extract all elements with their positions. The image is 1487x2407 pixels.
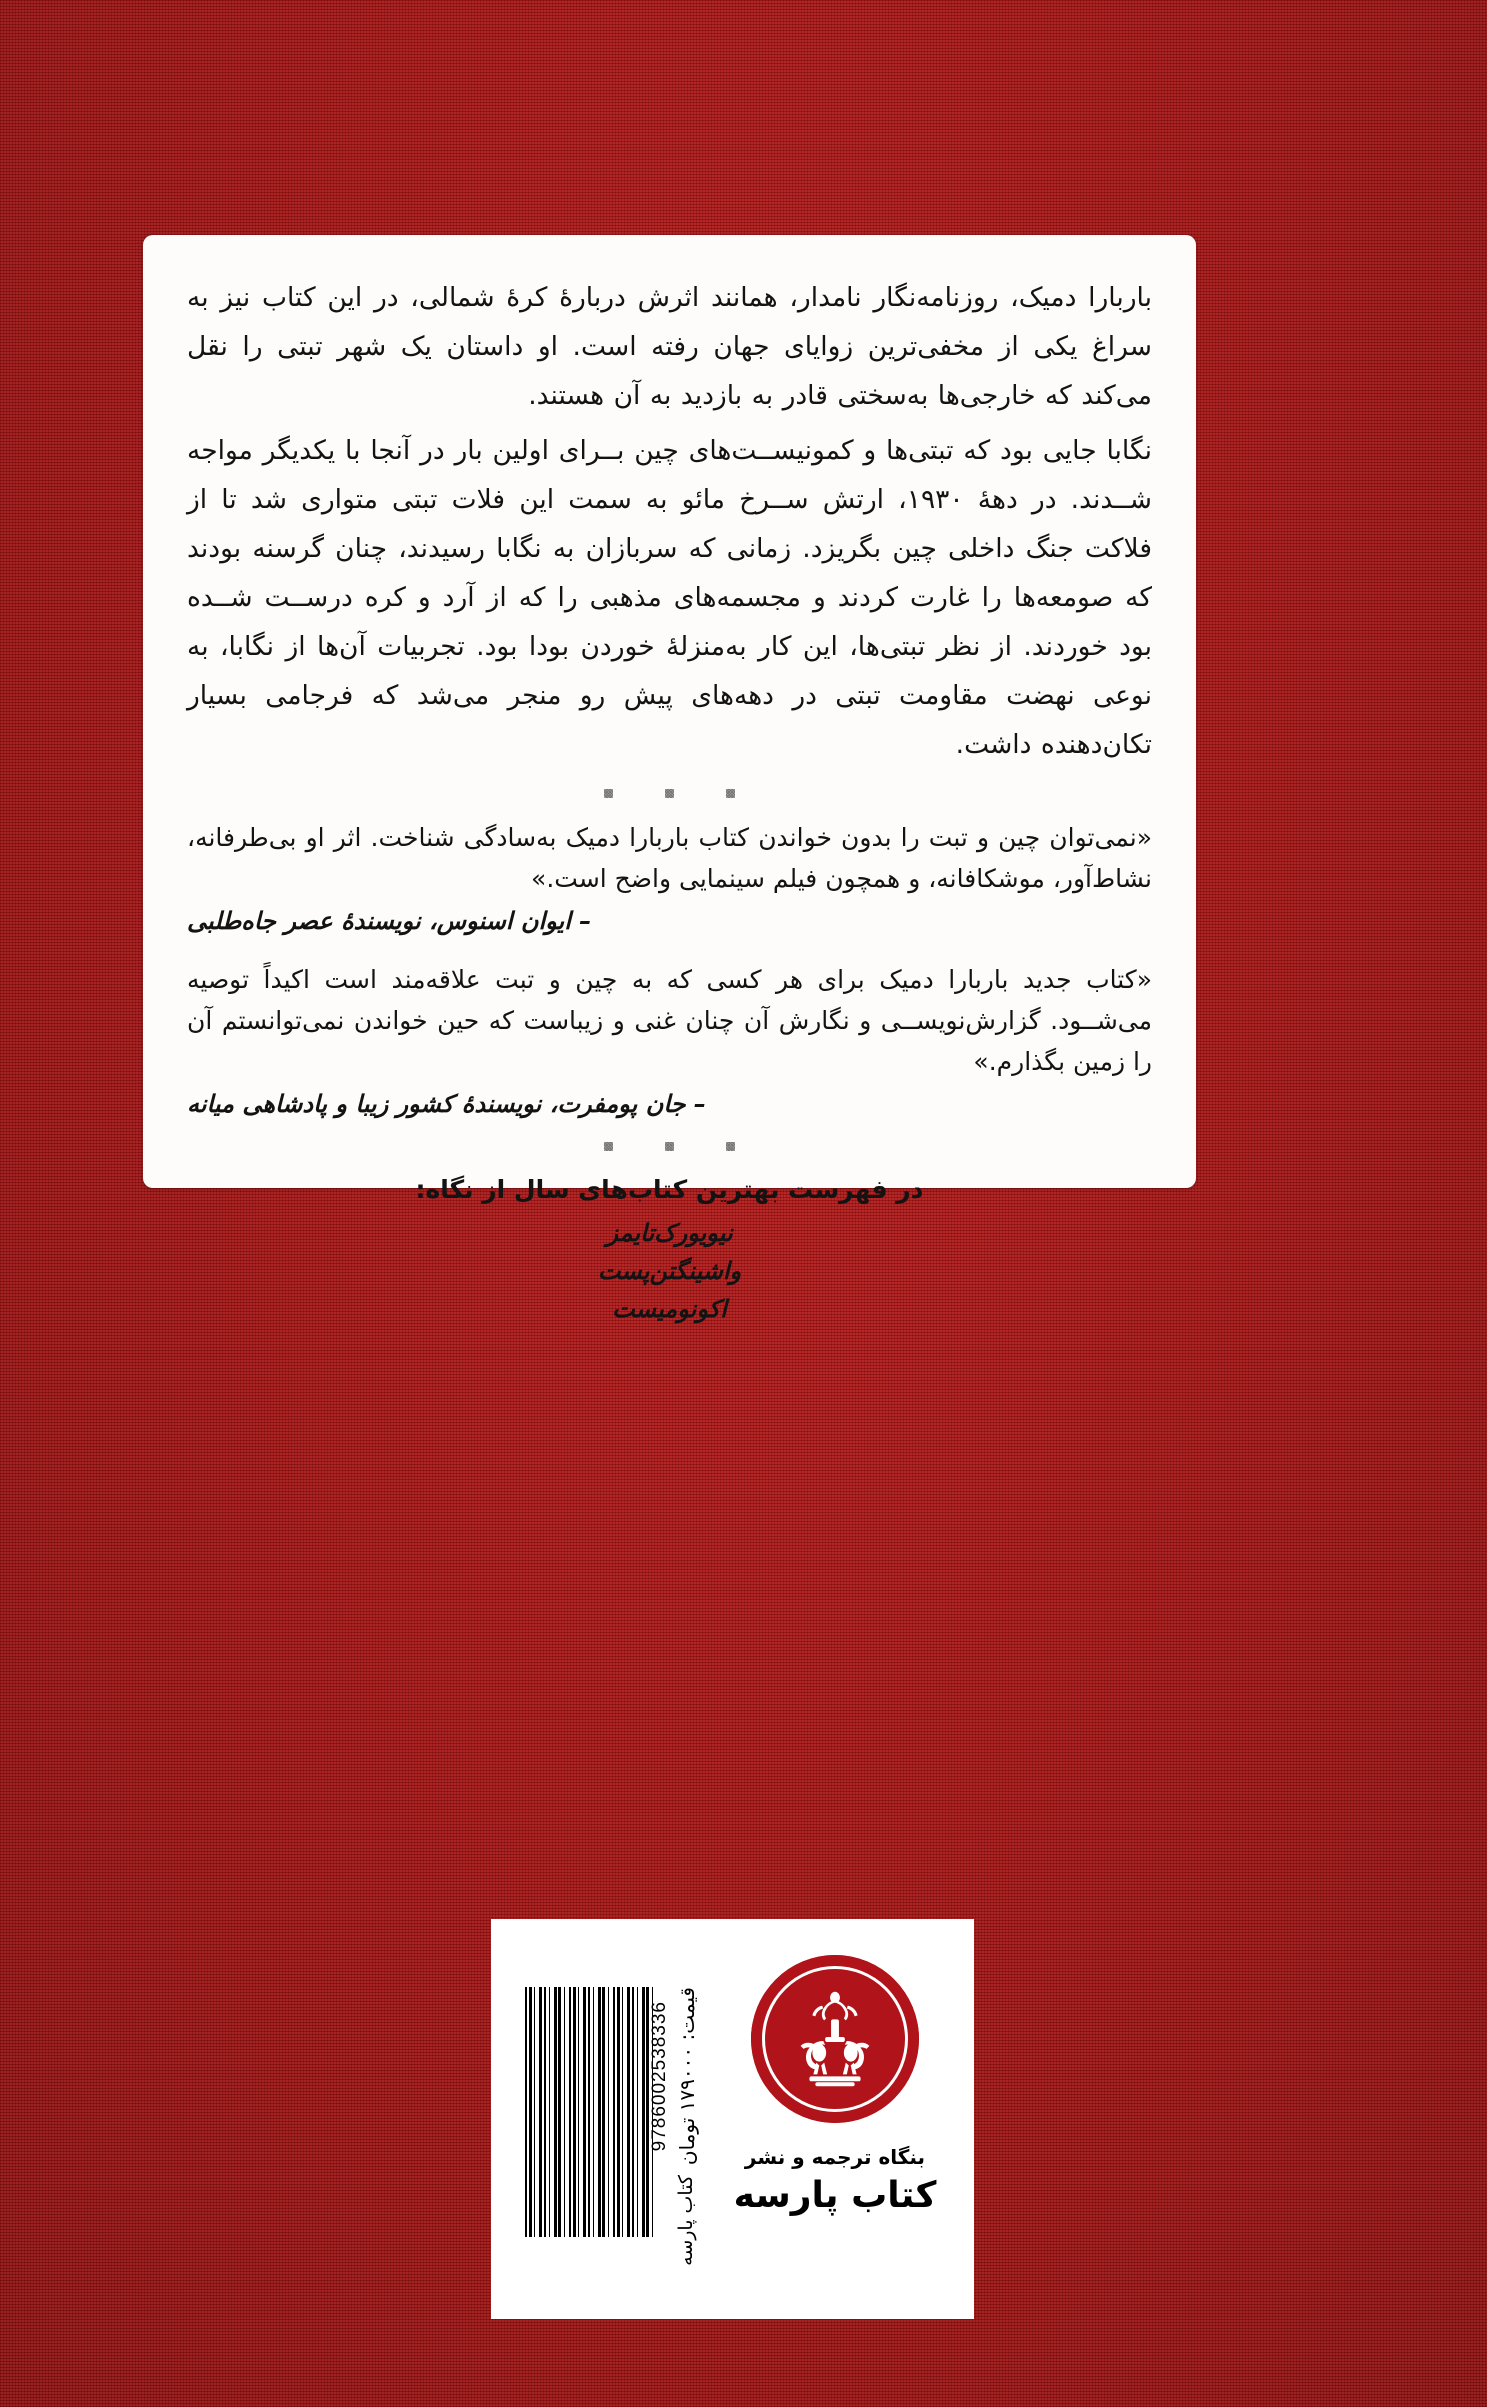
barcode-icon [525,1987,657,2237]
publisher-logo-block [706,1931,964,2307]
attribution-work-1: عصر جاه‌طلبی [187,907,333,935]
review-quote-1: «نمی‌توان چین و تبت را بدون خواندن کتاب باربارا دمیک به‌سادگی شناخت. اثر او بی‌طرفانه، نشاط‌آور، موشکافانه، و همچون فیلم سینمایی واضح است.» [187,823,1152,893]
review-attribution-1 [187,903,1152,939]
quote-spacer [187,939,1152,959]
lion-emblem-svg [776,1980,894,2098]
publisher-name: کتاب پارسه [733,2175,937,2216]
award-source-1: نیویورک‌تایمز [606,1219,733,1247]
back-cover-text-panel [143,235,1196,1323]
review-quote-2: «کتاب جدید باربارا دمیک برای هر کسی که به چین و تبت علاقه‌مند است اکیداً توصیه می‌شــود. گزارش‌نویســی و نگارش آن چنان غنی و زیباست که حین خواندن نمی‌توانستم آن را زمین بگذارم.» [187,965,1152,1076]
divider-dot [665,1142,674,1151]
blurb-paragraph-1: باربارا دمیک، روزنامه‌نگار نامدار، همانند اثرش دربارهٔ کرهٔ شمالی، در این کتاب نیز به سراغ یکی از مخفی‌ترین زوایای جهان رفته است. او داستان یک شهر تبتی را نقل می‌کند که خارجی‌ها به‌سختی قادر به بازدید به آن هستند. [187,282,1152,411]
divider-dot [665,789,674,798]
divider-dot [604,789,613,798]
blurb-paragraph-2: نگابا جایی بود که تبتی‌ها و کمونیســت‌های چین بــرای اولین بار در آنجا با یکدیگر مواجه شــدند. در دههٔ ۱۹۳۰، ارتش ســرخ مائو به سمت این فلات تبتی متواری شد تا از فلاکت جنگ داخلی چین بگریزد. زمانی که سربازان به نگابا رسیدند، چنان گرسنه بودند که صومعه‌ها را غارت کردند و مجسمه‌های مذهبی را که از آرد و کره درســت شــده بود خوردند. از نظر تبتی‌ها، این کار به‌منزلهٔ خوردن بودا بود. تجربیات آن‌ها از نگابا، به نوعی نهضت مقاومت تبتی در دهه‌های پیش رو منجر می‌شد که فرجامی بسیار تکان‌دهنده داشت. [187,435,1152,760]
dot-divider-2 [187,1138,1152,1156]
price-text: قیمت: ۱۷۹۰۰۰ تومان [675,1987,699,2166]
award-source-2: واشینگتن‌پست [597,1257,742,1285]
isbn-barcode-label [491,1919,974,2319]
parseh-lion-emblem-icon [751,1955,919,2123]
review-attribution-2 [187,1086,1152,1122]
publisher-subtitle: بنگاه ترجمه و نشر [744,2145,926,2169]
attribution-author-2: – جان پومفرت، نویسندهٔ [453,1090,706,1118]
attribution-author-1: – ایوان اسنوس، نویسندهٔ [332,907,592,935]
divider-dot [726,1142,735,1151]
isbn-number: 9786002538336 [649,2001,670,2152]
awards-heading: در فهرست بهترین کتاب‌های سال از نگاه: [415,1175,924,1204]
barcode-block [499,1927,699,2311]
dot-divider-1 [187,785,1152,803]
attribution-work-2: کشور زیبا و پادشاهی میانه [187,1090,454,1118]
divider-dot [726,789,735,798]
award-source-3: اکونومیست [612,1295,727,1323]
imprint-text: کتاب پارسه [675,2175,697,2266]
divider-dot [604,1142,613,1151]
